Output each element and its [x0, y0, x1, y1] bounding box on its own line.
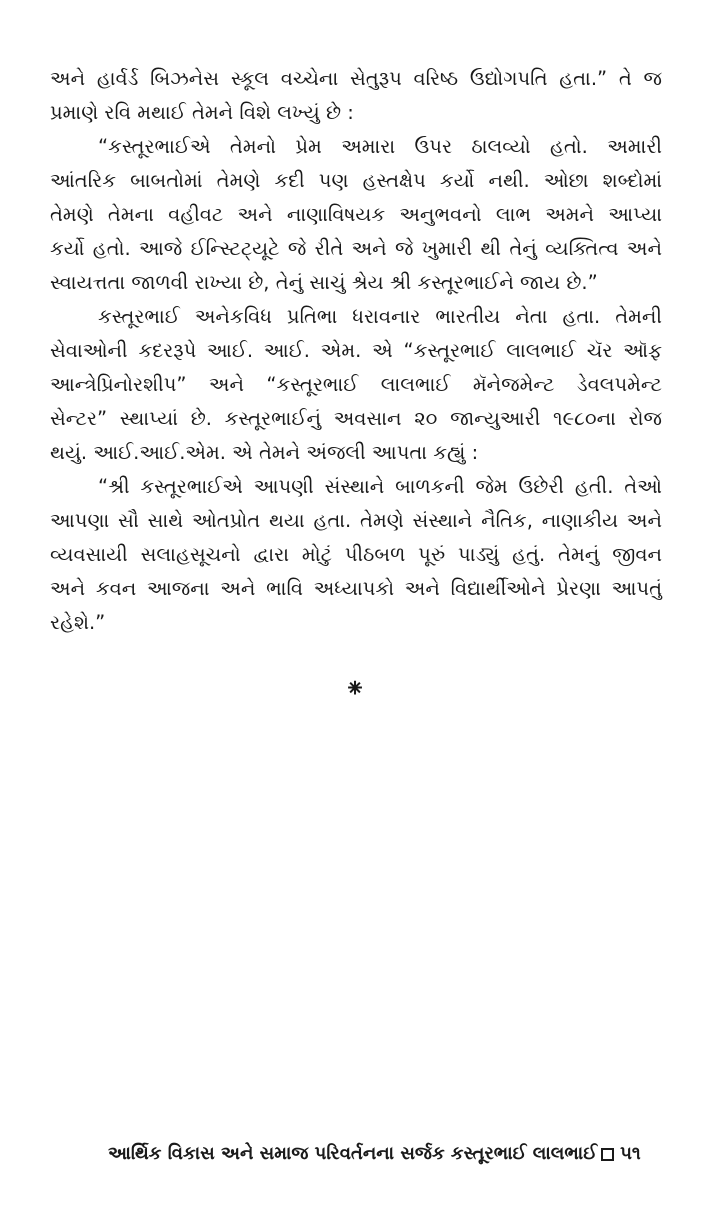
text-line: રહેશે.”: [50, 611, 106, 634]
text-line: સેન્ટર” સ્થાપ્યાં છે. કસ્તૂરભાઈનું અવસાન ૨૦ જાન્યુઆરી ૧૯૮૦ના રોજ: [50, 407, 662, 430]
page-body: [50, 62, 662, 640]
text-line: અને હાર્વર્ડ બિઝનેસ સ્કૂલ વચ્ચેના સેતુરૂપ વરિષ્ઠ ઉદ્યોગપતિ હતા.” તે જ: [50, 67, 662, 90]
text-line: પ્રમાણે રવિ મથાઈ તેમને વિશે લખ્યું છે :: [50, 101, 354, 124]
text-line: કસ્તૂરભાઈ અનેકવિધ પ્રતિભા ધરાવનાર ભારતીય નેતા હતા. તેમની: [98, 305, 662, 328]
running-title: આર્થિક વિકાસ અને સમાજ પરિવર્તનના સર્જક કસ્તૂરભાઈ લાલભાઈ: [108, 1143, 598, 1164]
page-footer: [108, 1140, 668, 1168]
text-line: કર્યો હતો. આજે ઈન્સ્ટિટ્યૂટે જે રીતે અને જે ખુમારી થી તેનું વ્યક્તિત્વ અને: [50, 237, 662, 260]
page-number: ૫૧: [620, 1143, 641, 1164]
square-icon: [601, 1148, 614, 1161]
text-line: આન્ત્રેપ્રિનોરશીપ” અને “કસ્તૂરભાઈ લાલભાઈ મૅનેજમેન્ટ ડેવલપમેન્ટ: [50, 373, 662, 396]
text-line: સ્વાયત્તતા જાળવી રાખ્યા છે, તેનું સાચું શ્રેય શ્રી કસ્તૂરભાઈને જાય છે.”: [50, 271, 598, 294]
text-line: તેમણે તેમના વહીવટ અને નાણાવિષયક અનુભવનો લાભ અમને આપ્યા: [50, 203, 662, 226]
text-line: થયું. આઈ.આઈ.એમ. એ તેમને અંજલી આપતા કહ્યું :: [50, 441, 479, 464]
text-line: અને કવન આજના અને ભાવિ અધ્યાપકો અને વિદ્યાર્થીઓને પ્રેરણા આપતું: [50, 577, 662, 600]
text-line: “કસ્તૂરભાઈએ તેમનો પ્રેમ અમારા ઉપર ઠાલવ્યો હતો. અમારી: [98, 135, 662, 158]
text-line: આંતરિક બાબતોમાં તેમણે કદી પણ હસ્તક્ષેપ કર્યો નથી. ઓછા શબ્દોમાં: [50, 169, 662, 192]
text-line: “શ્રી કસ્તૂરભાઈએ આપણી સંસ્થાને બાળકની જેમ ઉછેરી હતી. તેઓ: [98, 475, 662, 498]
text-line: સેવાઓની કદરરૂપે આઈ. આઈ. એમ. એ “કસ્તૂરભાઈ લાલભાઈ ચૅર ઑફ: [50, 339, 662, 362]
section-separator: ⁕: [344, 674, 366, 704]
text-line: આપણા સૌ સાથે ઓતપ્રોત થયા હતા. તેમણે સંસ્થાને નૈતિક, નાણાકીય અને: [50, 509, 662, 532]
text-line: વ્યવસાયી સલાહસૂચનો દ્વારા મોટું પીઠબળ પૂરું પાડ્યું હતું. તેમનું જીવન: [50, 543, 662, 566]
